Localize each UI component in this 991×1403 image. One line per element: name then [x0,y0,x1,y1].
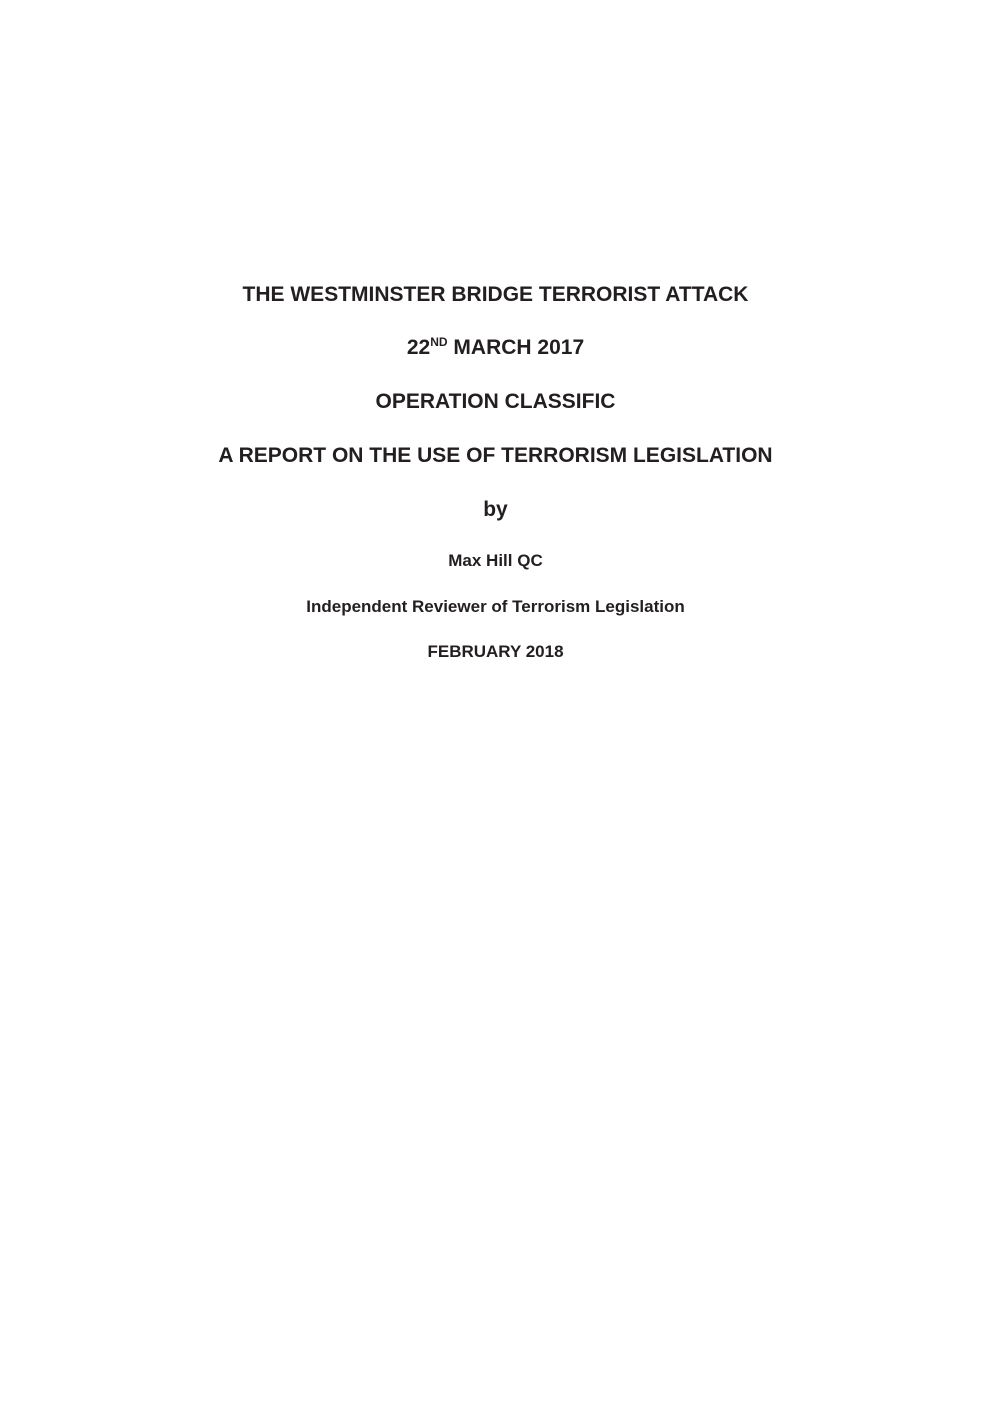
author-role: Independent Reviewer of Terrorism Legislation [306,597,685,616]
report-title: THE WESTMINSTER BRIDGE TERRORIST ATTACK [242,283,749,306]
date-rest: MARCH 2017 [447,336,585,359]
author-name: Max Hill QC [448,551,543,570]
publication-date: FEBRUARY 2018 [427,642,564,661]
by-label: by [483,498,508,521]
report-subtitle: A REPORT ON THE USE OF TERRORISM LEGISLATION [218,444,773,467]
operation-name: OPERATION CLASSIFIC [375,390,616,413]
date-suffix: ND [430,335,448,349]
date-day: 22 [406,336,431,359]
attack-date [0,333,991,363]
